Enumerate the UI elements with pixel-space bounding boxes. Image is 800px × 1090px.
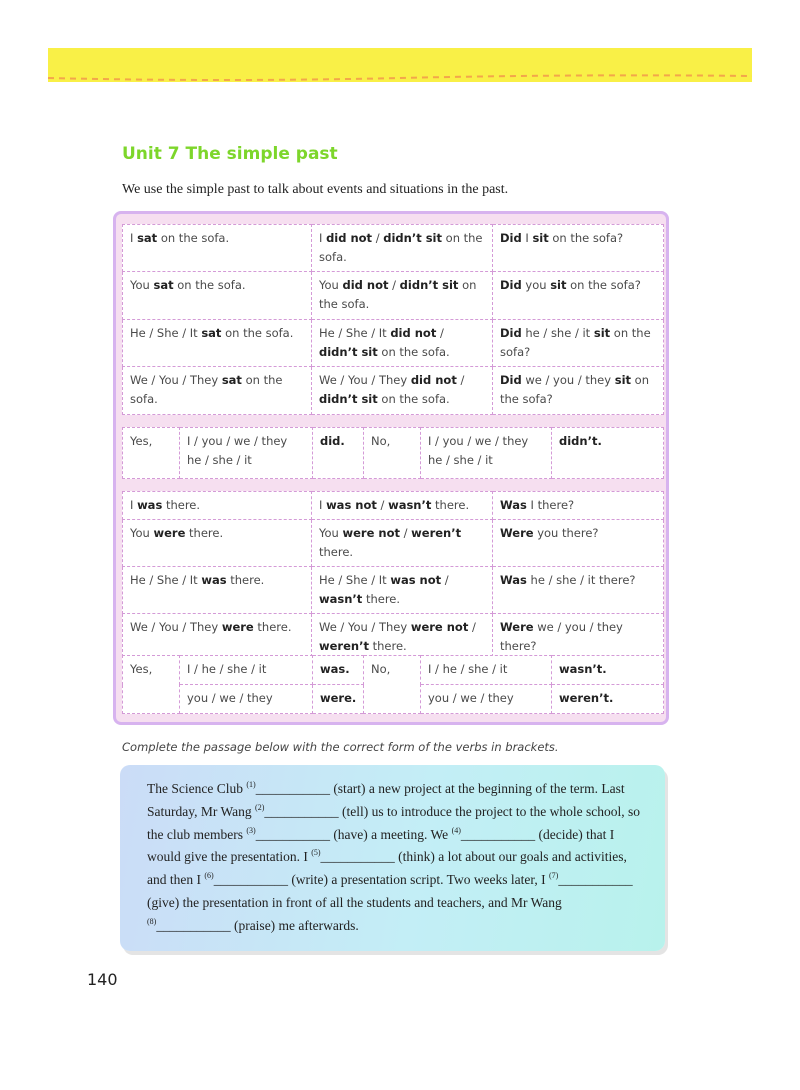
blank[interactable]: ___________ <box>558 872 633 888</box>
negative-auxiliary-cell: wasn’t. <box>552 656 664 685</box>
table-row <box>123 367 664 415</box>
affirmative-cell: We / You / They sat on the sofa. <box>123 367 312 415</box>
did-short-answers-table <box>122 427 664 479</box>
subject-cell: you / we / they <box>421 685 552 714</box>
affirmative-cell: I was there. <box>123 492 312 520</box>
table-row <box>123 428 664 479</box>
negative-cell: We / You / They were not / weren’t there. <box>312 614 493 662</box>
was-were-short-answers-table <box>122 655 664 714</box>
question-cell: Did I sit on the sofa? <box>493 225 664 272</box>
sit-forms-table <box>122 224 664 415</box>
no-cell: No, <box>364 656 421 714</box>
table-row <box>123 272 664 320</box>
blank[interactable]: ___________ <box>213 872 288 888</box>
exercise-passage: The Science Club $^{(1)}$___________ (start) a new project at the beginning of the term. Last Saturday, Mr Wang $^{(2)}$___________ (tell) us to introduce the project to the whole school, so the club members $^{(3)}$___________ (have) a meeting. We $^{(4)}$___________ (decide) that I would give the presentation. I $^{(5)}$___________ (think) a lot about our goals and activities, and then I $^{(6)}$___________ (write) a presentation script. Two weeks later, I $^{(7)}$___________ (give) the presentation in front of all the students and teachers, and Mr Wang $^{(8)}$___________ (praise) me afterwards. <box>147 780 641 933</box>
blank-number: (8) <box>147 916 157 926</box>
table-row <box>123 225 664 272</box>
question-cell: Was he / she / it there? <box>493 567 664 614</box>
negative-cell: You did not / didn’t sit on the sofa. <box>312 272 493 320</box>
table-row <box>123 492 664 520</box>
auxiliary-cell: was. <box>313 656 364 685</box>
negative-cell: He / She / It was not / wasn’t there. <box>312 567 493 614</box>
no-cell: No, <box>364 428 421 479</box>
blank[interactable]: ___________ <box>460 826 536 842</box>
subject-cell: I / he / she / it <box>421 656 552 685</box>
yes-cell: Yes, <box>123 428 180 479</box>
negative-cell: We / You / They did not / didn’t sit on the sofa. <box>312 367 493 415</box>
blank-number: (6) <box>204 871 214 881</box>
blank[interactable]: ___________ <box>264 803 339 819</box>
negative-auxiliary-cell: weren’t. <box>552 685 664 714</box>
subject-cell: I / he / she / it <box>180 656 313 685</box>
negative-auxiliary-cell: didn’t. <box>552 428 664 479</box>
question-cell: Did you sit on the sofa? <box>493 272 664 320</box>
blank[interactable]: ___________ <box>255 826 330 842</box>
blank-number: (5) <box>311 848 321 858</box>
table-row <box>123 320 664 367</box>
banner-dashed-edge <box>48 74 752 82</box>
affirmative-cell: He / She / It was there. <box>123 567 312 614</box>
negative-cell: You were not / weren’t there. <box>312 520 493 567</box>
exercise-instruction: Complete the passage below with the correct form of the verbs in brackets. <box>122 740 559 754</box>
affirmative-cell: You were there. <box>123 520 312 567</box>
table-row <box>123 520 664 567</box>
affirmative-cell: I sat on the sofa. <box>123 225 312 272</box>
affirmative-cell: We / You / They were there. <box>123 614 312 662</box>
blank[interactable]: ___________ <box>320 849 395 865</box>
negative-cell: I was not / wasn’t there. <box>312 492 493 520</box>
question-cell: Was I there? <box>493 492 664 520</box>
auxiliary-cell: were. <box>313 685 364 714</box>
yes-cell: Yes, <box>123 656 180 714</box>
question-cell: Were you there? <box>493 520 664 567</box>
negative-cell: He / She / It did not / didn’t sit on the sofa. <box>312 320 493 367</box>
table-row <box>123 567 664 614</box>
subject-cell: I / you / we / they he / she / it <box>180 428 313 479</box>
negative-cell: I did not / didn’t sit on the sofa. <box>312 225 493 272</box>
was-were-forms-table <box>122 491 664 662</box>
blank-number: (2) <box>255 802 265 812</box>
blank-number: (1) <box>246 780 256 789</box>
blank-number: (7) <box>549 871 559 881</box>
page-number: 140 <box>87 970 118 989</box>
affirmative-cell: He / She / It sat on the sofa. <box>123 320 312 367</box>
blank-number: (3) <box>246 825 256 835</box>
blank[interactable]: ___________ <box>255 781 330 796</box>
intro-text: We use the simple past to talk about events and situations in the past. <box>122 182 509 197</box>
unit-title: Unit 7 The simple past <box>122 144 338 164</box>
subject-cell: I / you / we / they he / she / it <box>421 428 552 479</box>
blank-number: (4) <box>451 825 461 835</box>
affirmative-cell: You sat on the sofa. <box>123 272 312 320</box>
question-cell: Did we / you / they sit on the sofa? <box>493 367 664 415</box>
auxiliary-cell: did. <box>313 428 364 479</box>
table-row <box>123 656 664 685</box>
question-cell: Did he / she / it sit on the sofa? <box>493 320 664 367</box>
blank[interactable]: ___________ <box>156 917 231 933</box>
subject-cell: you / we / they <box>180 685 313 714</box>
question-cell: Were we / you / they there? <box>493 614 664 662</box>
